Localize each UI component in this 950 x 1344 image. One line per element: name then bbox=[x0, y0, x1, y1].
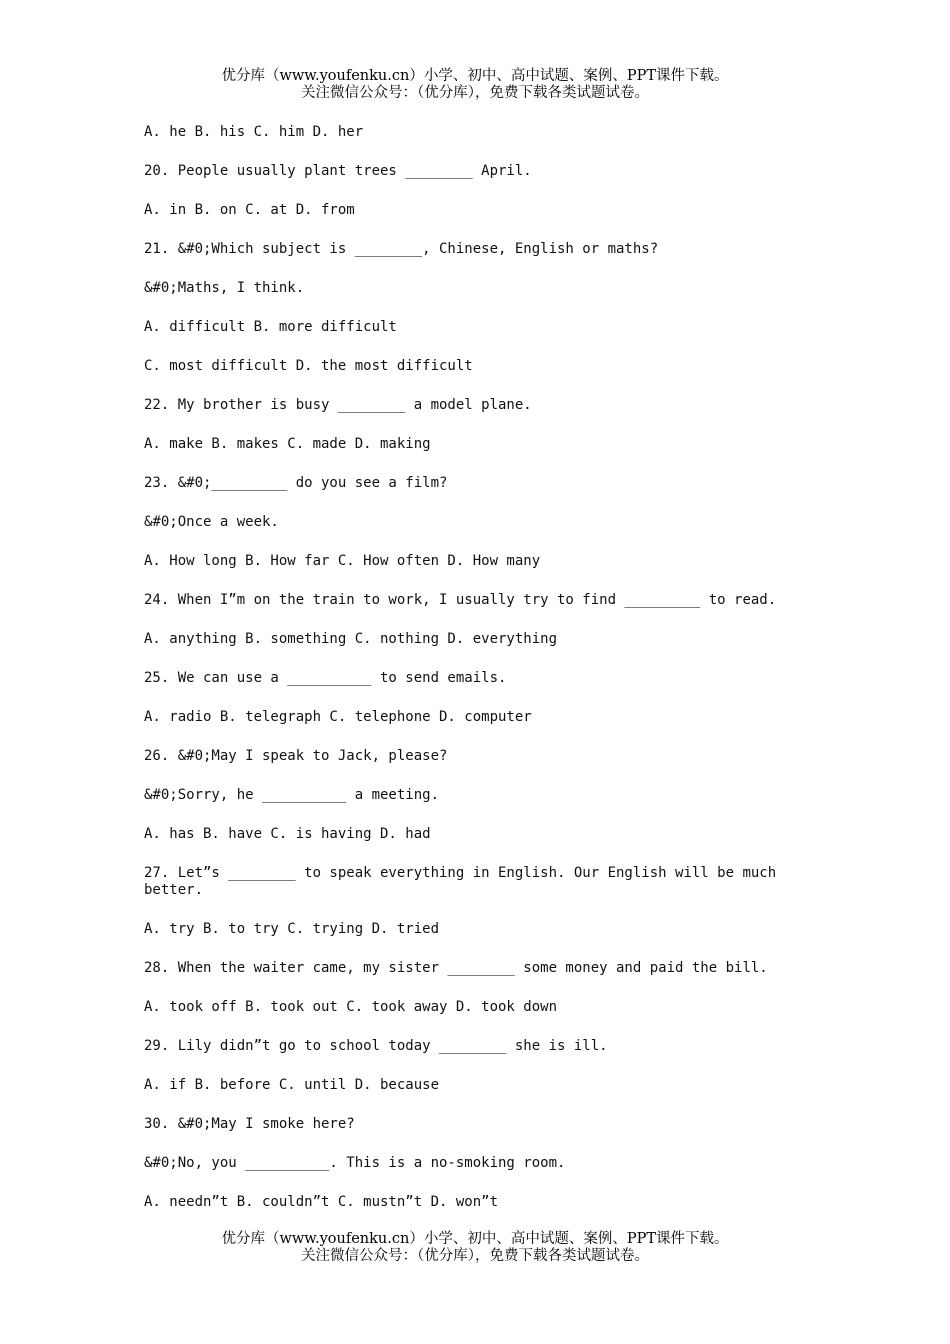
options-21-b: C. most difficult D. the most difficult bbox=[144, 358, 473, 374]
options-27: A. try B. to try C. trying D. tried bbox=[144, 921, 440, 937]
question-27: 27. Let”s ________ to speak everything in English. Our English will be much better. bbox=[144, 865, 785, 898]
options-20: A. in B. on C. at D. from bbox=[144, 202, 355, 218]
header-line-2: 关注微信公众号：（优分库），免费下载各类试题试卷。 bbox=[301, 85, 649, 101]
question-22: 22. My brother is busy ________ a model plane. bbox=[144, 397, 532, 413]
question-23: 23. &#0;_________ do you see a film? bbox=[144, 475, 448, 491]
question-24: 24. When I”m on the train to work, I usually try to find _________ to read. bbox=[144, 592, 777, 608]
question-29: 29. Lily didn”t go to school today ________ she is ill. bbox=[144, 1038, 608, 1054]
text-line: &#0;Maths, I think. bbox=[144, 280, 305, 296]
question-30: 30. &#0;May I smoke here? bbox=[144, 1116, 355, 1132]
options-29: A. if B. before C. until D. because bbox=[144, 1077, 440, 1093]
options-26: A. has B. have C. is having D. had bbox=[144, 826, 431, 842]
options-24: A. anything B. something C. nothing D. everything bbox=[144, 631, 558, 647]
text-line: A. he B. his C. him D. her bbox=[144, 124, 364, 140]
header-line-1: 优分库（www.youfenku.cn）小学、初中、高中试题、案例、PPT课件下载。 bbox=[221, 68, 729, 84]
question-28: 28. When the waiter came, my sister ________ some money and paid the bill. bbox=[144, 960, 768, 976]
text-line: &#0;Once a week. bbox=[144, 514, 279, 530]
options-30: A. needn”t B. couldn”t C. mustn”t D. won”t bbox=[144, 1194, 499, 1210]
page-footer bbox=[0, 1231, 950, 1265]
options-22: A. make B. makes C. made D. making bbox=[144, 436, 431, 452]
text-line: &#0;Sorry, he __________ a meeting. bbox=[144, 787, 440, 803]
options-25: A. radio B. telegraph C. telephone D. computer bbox=[144, 709, 532, 725]
question-21: 21. &#0;Which subject is ________, Chinese, English or maths? bbox=[144, 241, 659, 257]
question-26: 26. &#0;May I speak to Jack, please? bbox=[144, 748, 448, 764]
text-line: &#0;No, you __________. This is a no-smoking room. bbox=[144, 1155, 566, 1171]
question-list bbox=[144, 124, 794, 1233]
question-25: 25. We can use a __________ to send emails. bbox=[144, 670, 507, 686]
options-23: A. How long B. How far C. How often D. How many bbox=[144, 553, 541, 569]
options-21-a: A. difficult B. more difficult bbox=[144, 319, 397, 335]
footer-line-1: 优分库（www.youfenku.cn）小学、初中、高中试题、案例、PPT课件下载。 bbox=[221, 1231, 729, 1247]
page-header bbox=[0, 68, 950, 102]
options-28: A. took off B. took out C. took away D. took down bbox=[144, 999, 558, 1015]
footer-line-2: 关注微信公众号：（优分库），免费下载各类试题试卷。 bbox=[301, 1248, 649, 1264]
question-20: 20. People usually plant trees ________ April. bbox=[144, 163, 532, 179]
